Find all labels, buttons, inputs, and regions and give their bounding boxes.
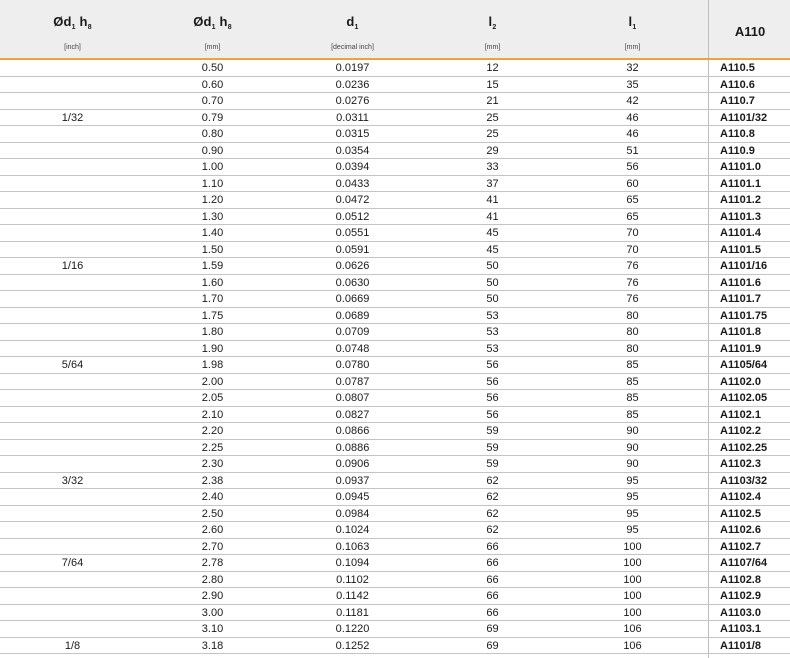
- l2-cell: 62: [486, 491, 499, 503]
- l1-cell: 65: [626, 210, 639, 223]
- l1-cell: 90: [626, 458, 639, 470]
- l1-cell: 70: [626, 243, 639, 256]
- d1-cell: 0.0276: [335, 95, 370, 107]
- l2-cell: 33: [486, 161, 499, 173]
- l2-cell: 56: [486, 392, 499, 404]
- l2-cell: 56: [486, 359, 499, 371]
- d1-cell: 0.0807: [335, 392, 370, 404]
- l1-cell: 85: [626, 359, 639, 371]
- diameter-mm-cell: 2.30: [201, 458, 224, 470]
- diameter-mm-cell: 2.25: [201, 441, 224, 454]
- l1-cell: 32: [626, 62, 639, 74]
- article-number-cell[interactable]: A1101/32: [720, 111, 768, 124]
- d1-cell: 0.0780: [335, 359, 370, 371]
- l1-cell: 42: [626, 95, 639, 107]
- article-number-cell[interactable]: A1107/64: [720, 557, 768, 569]
- d1-cell: 0.1181: [336, 606, 369, 619]
- diameter-mm-cell: 1.50: [201, 243, 224, 256]
- table-row: [0, 605, 790, 622]
- d1-cell: 0.0394: [335, 161, 370, 173]
- l2-cell: 66: [486, 590, 499, 602]
- l1-cell: 106: [623, 623, 642, 635]
- article-number-cell[interactable]: A1101.5: [720, 243, 761, 256]
- article-number-cell[interactable]: A1101/16: [720, 260, 768, 272]
- l1-cell: 100: [623, 590, 642, 602]
- l2-cell: 62: [486, 524, 499, 536]
- l1-cell: 56: [626, 161, 639, 173]
- l2-cell: 25: [486, 128, 499, 140]
- l1-cell: 80: [626, 342, 639, 355]
- diameter-mm-cell: 2.40: [201, 491, 224, 503]
- l1-cell: 60: [626, 177, 639, 190]
- d1-cell: 0.0937: [335, 474, 370, 487]
- table-row: [0, 77, 790, 94]
- diameter-inch-cell: 1/32: [61, 111, 84, 124]
- diameter-mm-cell: 2.38: [201, 474, 224, 487]
- table-row: [0, 522, 790, 539]
- diameter-mm-cell: 0.70: [201, 95, 224, 107]
- article-number-cell[interactable]: A1101.2: [720, 194, 761, 206]
- article-number-cell[interactable]: A110.6: [720, 78, 755, 91]
- diameter-mm-cell: 2.90: [201, 590, 224, 602]
- d1-cell: 0.0630: [335, 276, 370, 289]
- table-row: [0, 440, 790, 457]
- d1-cell: 0.0626: [335, 260, 370, 272]
- d1-cell: 0.0315: [335, 128, 370, 140]
- diameter-mm-cell: 2.78: [201, 557, 224, 569]
- diameter-mm-cell: 1.60: [201, 276, 224, 289]
- article-number-cell[interactable]: A1103.0: [720, 606, 761, 619]
- diameter-inch-cell: 7/64: [61, 557, 84, 569]
- d1-cell: 0.0669: [335, 293, 370, 305]
- d1-cell: 0.1102: [336, 573, 369, 586]
- d1-cell: 0.1024: [335, 524, 370, 536]
- unit-label: [mm]: [484, 44, 501, 51]
- l1-cell: 76: [626, 260, 639, 272]
- l2-cell: 66: [486, 540, 499, 553]
- l1-cell: 46: [626, 128, 639, 140]
- l1-cell: 80: [626, 326, 639, 338]
- l2-cell: 12: [486, 62, 499, 74]
- article-number-cell[interactable]: A110.9: [720, 144, 755, 157]
- diameter-mm-cell: 0.90: [201, 144, 224, 157]
- d1-cell: 0.0984: [335, 507, 370, 520]
- l2-cell: 37: [486, 177, 499, 190]
- l2-cell: 56: [486, 375, 499, 388]
- l2-cell: 50: [486, 276, 499, 289]
- l1-cell: 106: [623, 639, 642, 652]
- table-row: [0, 225, 790, 242]
- diameter-mm-cell: 1.59: [201, 260, 224, 272]
- d1-cell: 0.0906: [335, 458, 370, 470]
- diameter-mm-cell: 0.50: [201, 62, 224, 74]
- l2-cell: 62: [486, 474, 499, 487]
- diameter-mm-cell: 2.60: [201, 524, 224, 536]
- d1-cell: 0.1094: [335, 557, 370, 569]
- d1-cell: 0.0311: [336, 111, 369, 124]
- l2-cell: 69: [486, 639, 499, 652]
- article-number-cell[interactable]: A110.5: [720, 62, 755, 74]
- table-row: [0, 110, 790, 127]
- d1-cell: 0.0236: [335, 78, 370, 91]
- unit-label: [mm]: [204, 44, 221, 51]
- l2-cell: 45: [486, 227, 499, 239]
- header-diameter-mm: $Ød_1$ $h_8$ [mm]: [160, 0, 265, 58]
- table-body: [0, 60, 790, 654]
- diameter-mm-cell: 1.80: [201, 326, 224, 338]
- article-number-cell[interactable]: A1102.2: [720, 425, 761, 437]
- table-header: [0, 0, 790, 60]
- diameter-mm-cell: 1.10: [201, 177, 224, 190]
- table-row: [0, 143, 790, 160]
- unit-label: [inch]: [64, 44, 81, 51]
- article-number-cell[interactable]: A1103.1: [720, 623, 761, 635]
- diameter-mm-cell: 3.18: [201, 639, 224, 652]
- l2-cell: 59: [486, 425, 499, 437]
- article-number-cell[interactable]: A1102.5: [720, 507, 761, 520]
- table-row: [0, 341, 790, 358]
- l1-cell: 65: [626, 194, 639, 206]
- table-row: [0, 473, 790, 490]
- table-row: [0, 456, 790, 473]
- diameter-mm-cell: 2.10: [201, 408, 224, 421]
- l2-cell: 56: [486, 408, 499, 421]
- article-number-cell[interactable]: A1102.8: [720, 573, 761, 586]
- d1-cell: 0.0354: [335, 144, 370, 157]
- l1-cell: 90: [626, 441, 639, 454]
- diameter-inch-cell: 5/64: [61, 359, 84, 371]
- l2-cell: 53: [486, 342, 499, 355]
- l1-cell: 35: [626, 78, 639, 91]
- l2-cell: 50: [486, 260, 499, 272]
- l1-cell: 80: [626, 309, 639, 322]
- table-row: [0, 242, 790, 259]
- diameter-mm-cell: 2.80: [201, 573, 224, 586]
- l1-cell: 100: [623, 573, 642, 586]
- l1-cell: 76: [626, 293, 639, 305]
- table-row: [0, 506, 790, 523]
- article-number-cell[interactable]: A1102.9: [720, 590, 761, 602]
- d1-cell: 0.0551: [335, 227, 370, 239]
- l2-cell: 59: [486, 441, 499, 454]
- d1-cell: 0.0886: [335, 441, 370, 454]
- article-number-cell[interactable]: A1102.0: [720, 375, 761, 388]
- d1-cell: 0.0197: [335, 62, 370, 74]
- article-number-cell[interactable]: A1101.75: [720, 309, 768, 322]
- diameter-mm-cell: 2.70: [201, 540, 224, 553]
- table-row: [0, 60, 790, 77]
- d1-cell: 0.0512: [335, 210, 370, 223]
- header-d1: $d_1$ [decimal inch]: [300, 0, 405, 58]
- table-row: [0, 390, 790, 407]
- d1-cell: 0.1142: [336, 590, 369, 602]
- table-row: [0, 308, 790, 325]
- l1-cell: 90: [626, 425, 639, 437]
- l2-cell: 66: [486, 606, 499, 619]
- l1-cell: 51: [626, 144, 639, 157]
- l1-cell: 100: [623, 540, 642, 553]
- diameter-mm-cell: 2.00: [201, 375, 224, 388]
- d1-cell: 0.0591: [335, 243, 370, 256]
- l1-cell: 46: [626, 111, 639, 124]
- table-row: [0, 126, 790, 143]
- table-row: [0, 176, 790, 193]
- article-number-cell[interactable]: A1101.0: [720, 161, 761, 173]
- article-number-cell[interactable]: A1103/32: [720, 474, 768, 487]
- d1-cell: 0.1252: [335, 639, 370, 652]
- article-number-cell[interactable]: A1105/64: [720, 359, 768, 371]
- diameter-mm-cell: 0.60: [201, 78, 224, 91]
- table-row: [0, 621, 790, 638]
- d1-cell: 0.0689: [335, 309, 370, 322]
- diameter-inch-cell: 3/32: [61, 474, 84, 487]
- diameter-inch-cell: 1/16: [61, 260, 84, 272]
- d1-cell: 0.0827: [335, 408, 370, 421]
- l1-cell: 70: [626, 227, 639, 239]
- l2-cell: 66: [486, 573, 499, 586]
- table-row: [0, 258, 790, 275]
- l1-cell: 95: [626, 474, 639, 487]
- l2-cell: 41: [486, 194, 499, 206]
- diameter-mm-cell: 3.10: [201, 623, 224, 635]
- unit-label: [mm]: [624, 44, 641, 51]
- l1-cell: 85: [626, 375, 639, 388]
- diameter-mm-cell: 1.40: [201, 227, 224, 239]
- table-row: [0, 357, 790, 374]
- table-row: [0, 192, 790, 209]
- table-row: [0, 324, 790, 341]
- article-number-cell[interactable]: A1102.1: [720, 408, 761, 421]
- d1-cell: 0.0709: [335, 326, 370, 338]
- diameter-mm-cell: 1.30: [201, 210, 224, 223]
- l2-cell: 59: [486, 458, 499, 470]
- header-article-number: A110: [708, 0, 790, 58]
- unit-label: [decimal inch]: [331, 44, 374, 51]
- l2-cell: 29: [486, 144, 499, 157]
- table-row: [0, 489, 790, 506]
- article-number-cell[interactable]: A1101.6: [720, 276, 761, 289]
- diameter-mm-cell: 1.75: [201, 309, 224, 322]
- diameter-mm-cell: 1.70: [201, 293, 224, 305]
- article-number-cell[interactable]: A1102.05: [720, 392, 768, 404]
- d1-cell: 0.1220: [335, 623, 370, 635]
- l2-cell: 45: [486, 243, 499, 256]
- diameter-mm-cell: 2.05: [201, 392, 224, 404]
- header-l1: $l_1$ [mm]: [580, 0, 685, 58]
- l2-cell: 66: [486, 557, 499, 569]
- l1-cell: 100: [623, 606, 642, 619]
- l2-cell: 15: [486, 78, 499, 91]
- l1-cell: 85: [626, 392, 639, 404]
- l1-cell: 100: [623, 557, 642, 569]
- table-row: [0, 539, 790, 556]
- table-row: [0, 423, 790, 440]
- article-number-cell[interactable]: A1101.3: [720, 210, 761, 223]
- article-number-cell[interactable]: A1101.9: [720, 342, 761, 355]
- article-number-cell[interactable]: A1102.7: [720, 540, 761, 553]
- article-number-cell[interactable]: A1101.8: [720, 326, 761, 338]
- diameter-inch-cell: 1/8: [64, 639, 81, 652]
- d1-cell: 0.0748: [335, 342, 370, 355]
- d1-cell: 0.0472: [335, 194, 370, 206]
- article-number-cell[interactable]: A110.8: [720, 128, 755, 140]
- l2-cell: 62: [486, 507, 499, 520]
- article-number-cell[interactable]: A1101.7: [720, 293, 761, 305]
- l1-cell: 76: [626, 276, 639, 289]
- diameter-mm-cell: 1.98: [201, 359, 224, 371]
- article-number-cell[interactable]: A1102.3: [720, 458, 761, 470]
- table-row: [0, 209, 790, 226]
- l2-cell: 69: [486, 623, 499, 635]
- table-row: [0, 555, 790, 572]
- diameter-mm-cell: 0.79: [201, 111, 224, 124]
- d1-cell: 0.0787: [335, 375, 370, 388]
- diameter-mm-cell: 0.80: [201, 128, 224, 140]
- header-l2: $l_2$ [mm]: [440, 0, 545, 58]
- d1-cell: 0.1063: [335, 540, 370, 553]
- d1-cell: 0.0433: [335, 177, 370, 190]
- l2-cell: 50: [486, 293, 499, 305]
- table-row: [0, 291, 790, 308]
- l1-cell: 95: [626, 524, 639, 536]
- diameter-mm-cell: 3.00: [201, 606, 224, 619]
- l2-cell: 53: [486, 309, 499, 322]
- l2-cell: 21: [486, 95, 499, 107]
- article-number-cell[interactable]: A1102.4: [720, 491, 761, 503]
- table-row: [0, 407, 790, 424]
- table-row: [0, 572, 790, 589]
- l2-cell: 25: [486, 111, 499, 124]
- l1-cell: 95: [626, 507, 639, 520]
- article-number-cell[interactable]: A1101.1: [720, 177, 761, 190]
- article-number-cell[interactable]: A110.7: [720, 95, 755, 107]
- header-diameter-inch: $Ød_1$ $h_8$ [inch]: [0, 0, 145, 58]
- l2-cell: 41: [486, 210, 499, 223]
- article-number-cell[interactable]: A1102.25: [720, 441, 768, 454]
- table-row: [0, 588, 790, 605]
- table-row: [0, 93, 790, 110]
- diameter-mm-cell: 2.50: [201, 507, 224, 520]
- l2-cell: 53: [486, 326, 499, 338]
- diameter-mm-cell: 1.90: [201, 342, 224, 355]
- table-row: [0, 275, 790, 292]
- l1-cell: 85: [626, 408, 639, 421]
- diameter-mm-cell: 1.20: [201, 194, 224, 206]
- article-number-cell[interactable]: A1101.4: [720, 227, 761, 239]
- d1-cell: 0.0945: [335, 491, 370, 503]
- table-row: [0, 374, 790, 391]
- diameter-mm-cell: 1.00: [201, 161, 224, 173]
- article-number-cell[interactable]: A1101/8: [720, 639, 761, 652]
- table-row: [0, 159, 790, 176]
- table-row: [0, 638, 790, 655]
- d1-cell: 0.0866: [335, 425, 370, 437]
- l1-cell: 95: [626, 491, 639, 503]
- diameter-mm-cell: 2.20: [201, 425, 224, 437]
- article-number-cell[interactable]: A1102.6: [720, 524, 761, 536]
